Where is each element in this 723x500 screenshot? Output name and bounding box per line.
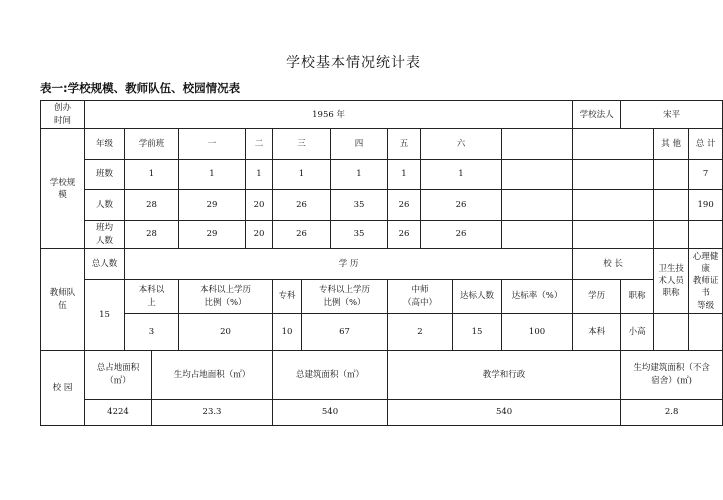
campus-section-label: 校 园 xyxy=(41,350,85,425)
cell: 1 xyxy=(331,159,388,189)
cell xyxy=(502,220,573,248)
grade-1-header: 一 xyxy=(179,129,246,159)
cell xyxy=(573,159,654,189)
teaching-admin-label: 教学和行政 xyxy=(388,350,621,399)
legal-person-label: 学校法人 xyxy=(573,101,621,129)
cell: 15 xyxy=(453,314,502,351)
grade-3-header: 三 xyxy=(273,129,331,159)
cell: 28 xyxy=(125,220,179,248)
health-staff-title-label: 卫生技 术人员 职称 xyxy=(654,249,689,314)
table-row xyxy=(41,220,723,248)
total-building-area-label: 总建筑面积（㎡） xyxy=(273,350,388,399)
statistics-table xyxy=(40,100,723,426)
blank-header-2 xyxy=(573,129,654,159)
cell: 26 xyxy=(273,220,331,248)
total-land-area-label: 总占地面积（㎡） xyxy=(85,350,152,399)
table-subtitle: 表一:学校规模、教师队伍、校园情况表 xyxy=(40,81,241,95)
grade-5-header: 五 xyxy=(388,129,421,159)
table-row xyxy=(41,190,723,220)
principal-label: 校 长 xyxy=(573,249,654,279)
total-header: 总 计 xyxy=(689,129,723,159)
principal-education-label: 学历 xyxy=(573,279,621,314)
grade-preschool-header: 学前班 xyxy=(125,129,179,159)
cell: 本科 xyxy=(573,314,621,351)
cell: 7 xyxy=(689,159,723,189)
grade-2-header: 二 xyxy=(246,129,273,159)
building-per-student-label: 生均建筑面积（不含 宿舍）(㎡) xyxy=(621,350,723,399)
cell: 2 xyxy=(388,314,453,351)
cell xyxy=(654,314,689,351)
education-label: 学 历 xyxy=(125,249,573,279)
cell xyxy=(502,159,573,189)
college-label: 专科 xyxy=(273,279,302,314)
cell xyxy=(689,314,723,351)
blank-header-1 xyxy=(502,129,573,159)
total-staff-label: 总人数 xyxy=(85,249,125,279)
cell: 3 xyxy=(125,314,179,351)
cell: 100 xyxy=(502,314,573,351)
table-row xyxy=(41,399,723,425)
cell: 26 xyxy=(388,220,421,248)
cell: 20 xyxy=(246,220,273,248)
bachelor-ratio-label: 本科以上学历 比例（%） xyxy=(179,279,273,314)
cell: 1 xyxy=(388,159,421,189)
grade-6-header: 六 xyxy=(421,129,502,159)
cell: 1 xyxy=(421,159,502,189)
cell: 540 xyxy=(273,399,388,425)
cell: 10 xyxy=(273,314,302,351)
cell: 35 xyxy=(331,190,388,220)
grade-4-header: 四 xyxy=(331,129,388,159)
cell xyxy=(654,220,689,248)
total-staff-value: 15 xyxy=(85,279,125,350)
college-ratio-label: 专科以上学历 比例（%） xyxy=(302,279,388,314)
row-label: 人数 xyxy=(85,190,125,220)
table-row xyxy=(41,159,723,189)
cell: 540 xyxy=(388,399,621,425)
cell: 26 xyxy=(388,190,421,220)
cell: 20 xyxy=(179,314,273,351)
founding-time-label: 创办 时间 xyxy=(41,101,85,129)
cell: 26 xyxy=(421,190,502,220)
row-label: 班均 人数 xyxy=(85,220,125,248)
cell: 23.3 xyxy=(152,399,273,425)
principal-title-label: 职称 xyxy=(621,279,654,314)
cell: 67 xyxy=(302,314,388,351)
qualified-count-label: 达标人数 xyxy=(453,279,502,314)
cell xyxy=(573,220,654,248)
normal-school-label: 中师 （高中） xyxy=(388,279,453,314)
legal-person-name: 宋平 xyxy=(621,101,723,129)
cell xyxy=(654,190,689,220)
teachers-section-label: 教师队 伍 xyxy=(41,249,85,351)
cell: 1 xyxy=(246,159,273,189)
grade-header: 年级 xyxy=(85,129,125,159)
cell xyxy=(502,190,573,220)
table-row xyxy=(41,314,723,351)
scale-section-label: 学校规 模 xyxy=(41,129,85,249)
cell: 1 xyxy=(125,159,179,189)
cell: 1 xyxy=(273,159,331,189)
founding-year: 1956 年 xyxy=(85,101,573,129)
cell xyxy=(654,159,689,189)
bachelor-plus-label: 本科以 上 xyxy=(125,279,179,314)
cell: 35 xyxy=(331,220,388,248)
cell: 4224 xyxy=(85,399,152,425)
cell xyxy=(573,190,654,220)
cell: 29 xyxy=(179,190,246,220)
cell: 20 xyxy=(246,190,273,220)
psych-cert-label: 心理健康 教师证书 等级 xyxy=(689,249,723,314)
land-per-student-label: 生均占地面积（㎡） xyxy=(152,350,273,399)
cell xyxy=(689,220,723,248)
cell: 26 xyxy=(273,190,331,220)
page-title: 学校基本情况统计表 xyxy=(286,55,421,71)
cell: 2.8 xyxy=(621,399,723,425)
cell: 28 xyxy=(125,190,179,220)
row-label: 班数 xyxy=(85,159,125,189)
cell: 1 xyxy=(179,159,246,189)
qualified-rate-label: 达标率（%） xyxy=(502,279,573,314)
cell: 小高 xyxy=(621,314,654,351)
cell: 190 xyxy=(689,190,723,220)
cell: 29 xyxy=(179,220,246,248)
other-header: 其 他 xyxy=(654,129,689,159)
cell: 26 xyxy=(421,220,502,248)
